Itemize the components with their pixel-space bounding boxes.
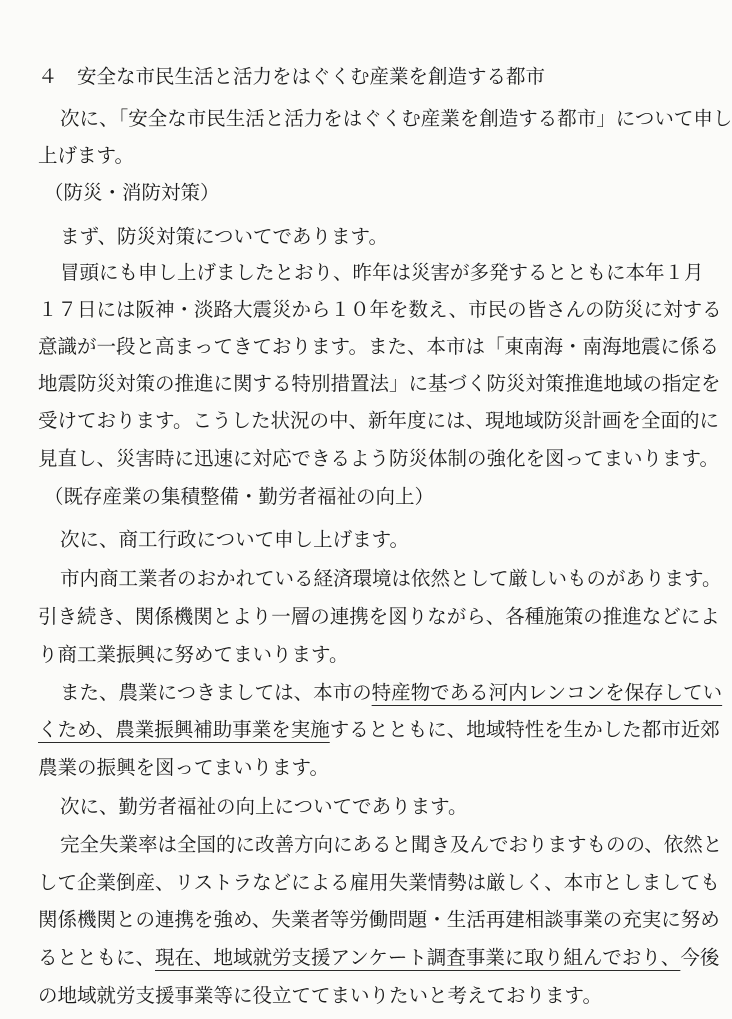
nogyo-paragraph-line-2 [38,715,720,745]
intro-line-2: 上げます。 [38,144,134,167]
bosai-paragraph-line-3: 意識が一段と高まってきております。また、本市は「東南海・南海地震に係る [38,335,719,358]
shoko-paragraph-line-1: 市内商工業者のおかれている経済環境は依然として厳しいものがあります。 [60,567,722,590]
nogyo-line-2-plain: するとともに、地域特性を生かした都市近郊 [329,718,720,741]
bosai-paragraph-line-4: 地震防災対策の推進に関する特別措置法」に基づく防災対策推進地域の指定を [38,372,721,395]
shoko-paragraph-line-3: り商工業振興に努めてまいります。 [38,643,349,666]
nogyo-line-2-underlined: くため、農業振興補助事業を実施 [38,718,330,741]
fukushi-paragraph-line-5: の地域就労支援事業等に役立ててまいりたいと考えております。 [38,984,602,1007]
fukushi-paragraph-line-2: して企業倒産、リストラなどによる雇用失業情勢は厳しく、本市としましても [38,871,720,894]
section-heading: ４ 安全な市民生活と活力をはぐくむ産業を創造する都市 [38,65,546,88]
bosai-paragraph-line-6: 見直し、災害時に迅速に対応できるよう防災体制の強化を図ってまいります。 [38,447,719,470]
bosai-paragraph-line-1: 冒頭にも申し上げましたとおり、昨年は災害が多発するとともに本年１月 [60,261,704,284]
subheading-sangyo: （既存産業の集積整備・勤労者福祉の向上） [44,485,435,508]
subheading-bosai: （防災・消防対策） [44,181,220,204]
bosai-paragraph-line-2: １７日には阪神・淡路大震災から１０年を数え、市民の皆さんの防災に対する [38,298,722,321]
shoko-paragraph-line-2: 引き続き、関係機関とより一層の連携を図りながら、各種施策の推進などによ [38,605,720,628]
nogyo-line-1-plain: また、農業につきましては、本市の [60,681,372,704]
fukushi-line-4-tail: 今後 [680,946,720,969]
nogyo-line-1-underlined: 特産物である河内レンコンを保存してい [371,681,723,704]
fukushi-lead: 次に、勤労者福祉の向上についてであります。 [60,795,468,818]
fukushi-paragraph-line-4 [38,943,720,973]
shoko-lead: 次に、商工行政について申し上げます。 [60,528,410,551]
nogyo-paragraph-line-3: 農業の振興を図ってまいります。 [38,756,329,779]
nogyo-paragraph-line-1 [60,678,723,708]
fukushi-line-4-underlined: 現在、地域就労支援アンケート調査事業に取り組んでおり、 [155,946,681,969]
fukushi-line-4-plain: るとともに、 [38,946,156,969]
fukushi-paragraph-line-3: 関係機関との連携を強め、失業者等労働問題・生活再建相談事業の充実に努め [38,908,720,931]
bosai-lead: まず、防災対策についてであります。 [60,225,388,248]
bosai-paragraph-line-5: 受けております。こうした状況の中、新年度には、現地域防災計画を全面的に [38,409,719,432]
fukushi-paragraph-line-1: 完全失業率は全国的に改善方向にあると聞き及んでおりますものの、依然と [60,833,723,856]
intro-line-1: 次に、「安全な市民生活と活力をはぐくむ産業を創造する都市」について申し [60,107,732,130]
